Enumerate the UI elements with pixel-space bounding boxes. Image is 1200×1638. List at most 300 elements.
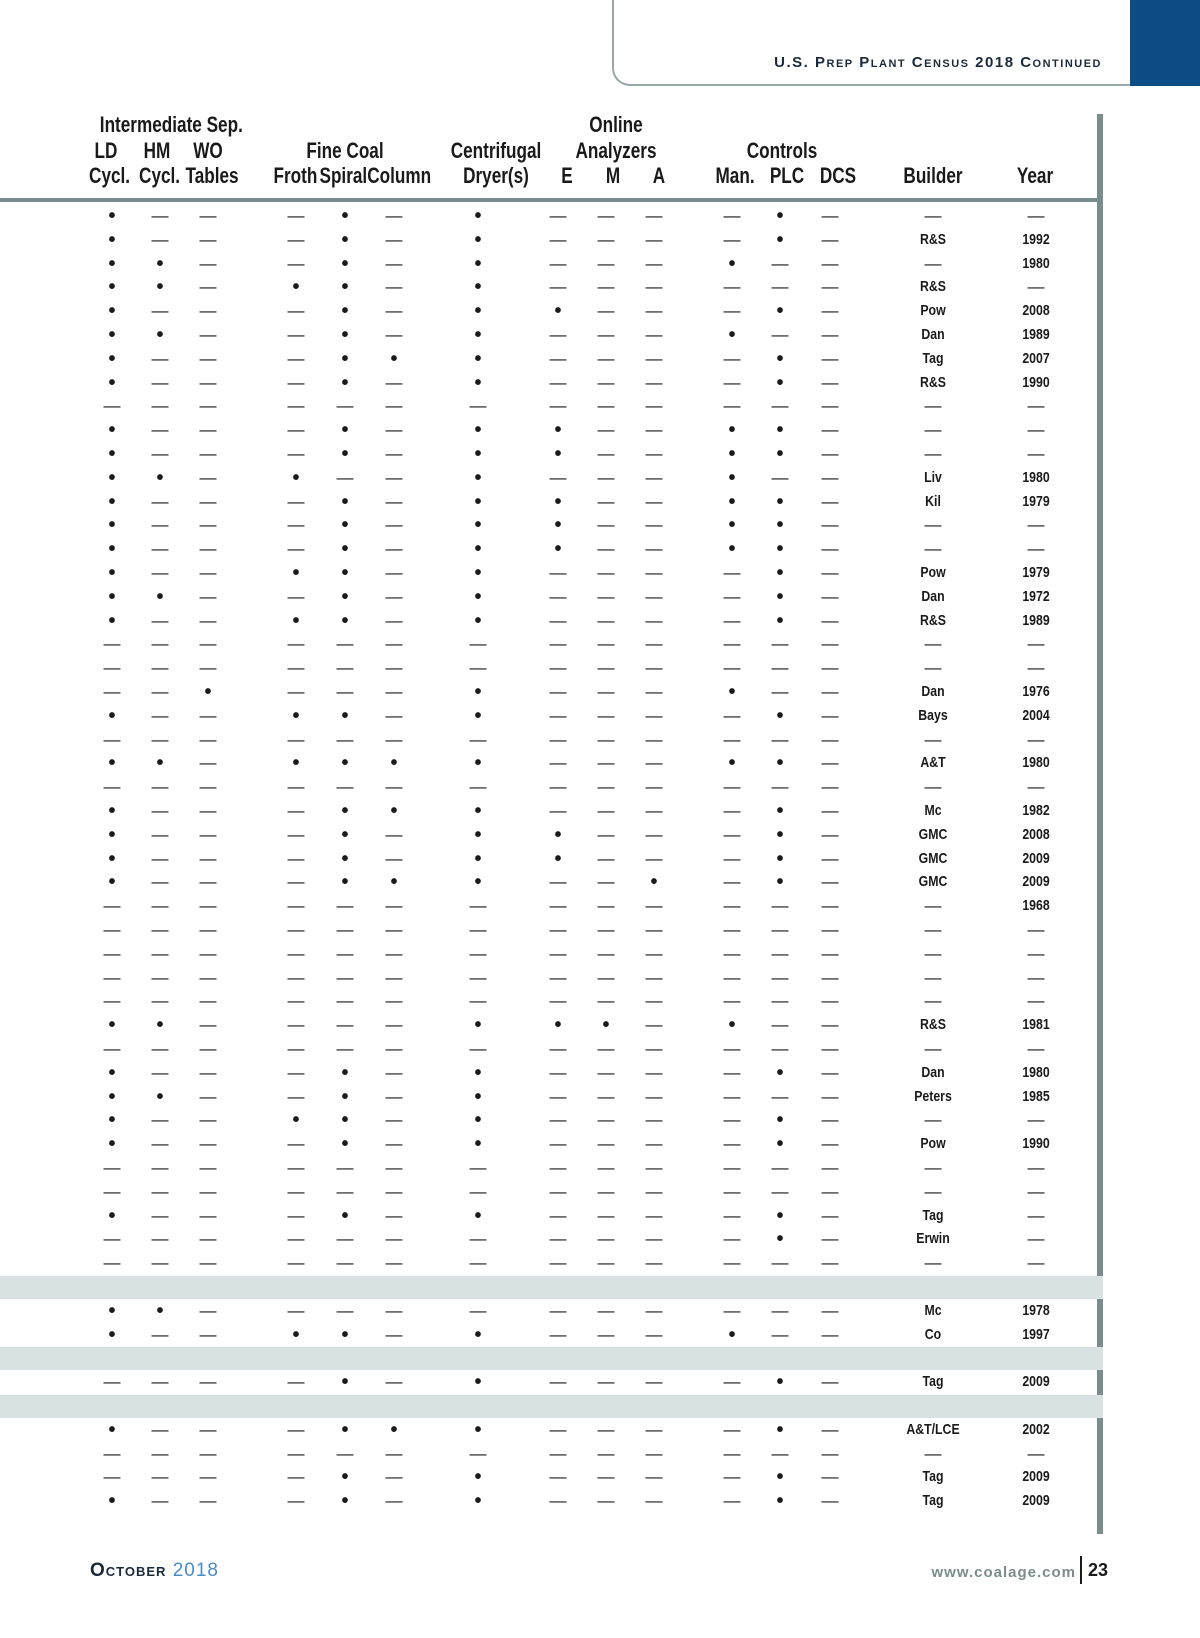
cell-control-man: — xyxy=(723,1491,741,1510)
cell-control-dcs: — xyxy=(821,1325,839,1344)
cell-control-dcs: — xyxy=(821,468,839,487)
cell-wo-tables: — xyxy=(199,349,217,368)
cell-dryers: — xyxy=(469,1301,487,1320)
cell-hm-cycl: — xyxy=(151,1253,169,1272)
cell-control-plc: • xyxy=(776,610,784,632)
cell-column: — xyxy=(385,587,403,606)
table-row xyxy=(0,1370,1100,1394)
cell-control-man: — xyxy=(723,563,741,582)
cell-analyzer-a: — xyxy=(645,301,663,320)
cell-builder: Erwin xyxy=(916,1230,950,1247)
cell-control-plc: — xyxy=(771,944,789,963)
table-row xyxy=(0,799,1100,823)
cell-froth: — xyxy=(287,1134,305,1153)
cell-ld-cycl: • xyxy=(108,1133,116,1155)
cell-analyzer-e: — xyxy=(549,1110,567,1129)
cell-builder: — xyxy=(924,991,942,1010)
cell-spiral: — xyxy=(336,1229,354,1248)
cell-analyzer-e: — xyxy=(549,1158,567,1177)
cell-ld-cycl: • xyxy=(108,419,116,441)
cell-control-plc: • xyxy=(776,1062,784,1084)
cell-spiral: • xyxy=(341,586,349,608)
cell-control-plc: • xyxy=(776,419,784,441)
cell-control-plc: • xyxy=(776,1466,784,1488)
cell-dryers: • xyxy=(474,443,482,465)
cell-analyzer-a: — xyxy=(645,991,663,1010)
cell-hm-cycl: — xyxy=(151,301,169,320)
cell-control-man: — xyxy=(723,1420,741,1439)
table-row xyxy=(0,490,1100,514)
cell-analyzer-e: — xyxy=(549,1206,567,1225)
header-centrifugal: Centrifugal xyxy=(450,138,542,163)
cell-froth: — xyxy=(287,420,305,439)
cell-froth: — xyxy=(287,1015,305,1034)
table-row xyxy=(0,1299,1100,1323)
cell-spiral: • xyxy=(341,443,349,465)
cell-analyzer-a: — xyxy=(645,634,663,653)
cell-dryers: • xyxy=(474,752,482,774)
cell-analyzer-a: — xyxy=(645,849,663,868)
cell-column: — xyxy=(385,444,403,463)
cell-froth: • xyxy=(292,276,300,298)
cell-builder: A&T xyxy=(920,754,946,771)
cell-dryers: • xyxy=(474,1371,482,1393)
cell-control-man: • xyxy=(728,1014,736,1036)
cell-year: 1979 xyxy=(1022,493,1050,510)
cell-year: 2008 xyxy=(1022,826,1050,843)
cell-dryers: • xyxy=(474,610,482,632)
cell-builder: Co xyxy=(924,1326,942,1343)
cell-analyzer-e: — xyxy=(549,896,567,915)
cell-control-dcs: — xyxy=(821,301,839,320)
cell-year: — xyxy=(1027,1110,1045,1129)
table-row xyxy=(0,632,1100,656)
table-row xyxy=(0,728,1100,752)
table-row xyxy=(0,989,1100,1013)
cell-froth: — xyxy=(287,492,305,511)
header-column: Column xyxy=(367,163,432,188)
table-row xyxy=(0,823,1100,847)
cell-spiral: — xyxy=(336,1301,354,1320)
cell-wo-tables: — xyxy=(199,1372,217,1391)
cell-control-plc: — xyxy=(771,1039,789,1058)
cell-wo-tables: — xyxy=(199,301,217,320)
cell-year: 1981 xyxy=(1022,1016,1050,1033)
cell-hm-cycl: — xyxy=(151,1158,169,1177)
cell-dryers: — xyxy=(469,396,487,415)
table-row xyxy=(0,1418,1100,1442)
cell-analyzer-m: — xyxy=(597,1087,615,1106)
cell-year: — xyxy=(1027,730,1045,749)
cell-analyzer-a: — xyxy=(645,896,663,915)
cell-froth: — xyxy=(287,254,305,273)
cell-builder: Kil xyxy=(925,493,941,510)
table-row xyxy=(0,704,1100,728)
cell-column: • xyxy=(390,1419,398,1441)
section-band xyxy=(0,1395,1103,1418)
cell-analyzer-e: — xyxy=(549,1301,567,1320)
cell-spiral: • xyxy=(341,253,349,275)
cell-analyzer-m: — xyxy=(597,587,615,606)
cell-dryers: • xyxy=(474,705,482,727)
header-man: Man. xyxy=(715,163,755,188)
cell-dryers: • xyxy=(474,514,482,536)
cell-column: — xyxy=(385,1301,403,1320)
cell-analyzer-a: — xyxy=(645,1134,663,1153)
cell-control-man: • xyxy=(728,324,736,346)
cell-year: 1990 xyxy=(1022,374,1050,391)
cell-froth: — xyxy=(287,1206,305,1225)
cell-spiral: — xyxy=(336,1039,354,1058)
cell-builder: Dan xyxy=(921,1064,945,1081)
cell-analyzer-a: — xyxy=(645,492,663,511)
cell-control-dcs: — xyxy=(821,801,839,820)
cell-analyzer-e: — xyxy=(549,1325,567,1344)
cell-analyzer-a: — xyxy=(645,1206,663,1225)
cell-spiral: • xyxy=(341,276,349,298)
header-tables: Tables xyxy=(185,163,239,188)
cell-analyzer-a: — xyxy=(645,706,663,725)
header-m: M xyxy=(605,163,621,188)
cell-spiral: • xyxy=(341,824,349,846)
cell-analyzer-e: — xyxy=(549,1444,567,1463)
cell-control-man: — xyxy=(723,706,741,725)
cell-builder: Dan xyxy=(921,326,945,343)
cell-control-dcs: — xyxy=(821,420,839,439)
cell-froth: — xyxy=(287,1420,305,1439)
cell-froth: — xyxy=(287,1063,305,1082)
cell-builder: Tag xyxy=(922,350,944,367)
cell-year: — xyxy=(1027,539,1045,558)
cell-control-dcs: — xyxy=(821,730,839,749)
cell-builder: — xyxy=(924,1182,942,1201)
cell-hm-cycl: • xyxy=(156,253,164,275)
cell-control-plc: • xyxy=(776,848,784,870)
cell-year: 1968 xyxy=(1022,897,1050,914)
cell-spiral: • xyxy=(341,1490,349,1512)
cell-dryers: • xyxy=(474,681,482,703)
cell-control-man: — xyxy=(723,1182,741,1201)
cell-analyzer-e: — xyxy=(549,1372,567,1391)
cell-analyzer-m: — xyxy=(597,468,615,487)
cell-builder: — xyxy=(924,658,942,677)
table-row xyxy=(0,870,1100,894)
cell-analyzer-e: • xyxy=(554,443,562,465)
cell-control-man: • xyxy=(728,491,736,513)
cell-analyzer-e: — xyxy=(549,468,567,487)
cell-builder: Bays xyxy=(918,707,948,724)
cell-ld-cycl: • xyxy=(108,276,116,298)
cell-ld-cycl: • xyxy=(108,443,116,465)
cell-hm-cycl: — xyxy=(151,801,169,820)
table-row xyxy=(0,1323,1100,1347)
cell-analyzer-a: — xyxy=(645,1372,663,1391)
cell-dryers: • xyxy=(474,538,482,560)
cell-column: — xyxy=(385,1467,403,1486)
cell-control-plc: — xyxy=(771,730,789,749)
cell-year: 1980 xyxy=(1022,255,1050,272)
cell-spiral: — xyxy=(336,944,354,963)
cell-ld-cycl: • xyxy=(108,871,116,893)
cell-control-plc: • xyxy=(776,705,784,727)
cell-wo-tables: — xyxy=(199,706,217,725)
header-ld: LD xyxy=(94,138,118,163)
cell-ld-cycl: — xyxy=(103,634,121,653)
cell-builder: Tag xyxy=(922,1207,944,1224)
cell-builder: GMC xyxy=(918,873,948,890)
cell-control-dcs: — xyxy=(821,539,839,558)
cell-year: 2008 xyxy=(1022,302,1050,319)
cell-control-man: — xyxy=(723,730,741,749)
cell-column: — xyxy=(385,254,403,273)
table-row xyxy=(0,1227,1100,1251)
cell-column: — xyxy=(385,468,403,487)
cell-dryers: • xyxy=(474,300,482,322)
cell-wo-tables: — xyxy=(199,991,217,1010)
cell-dryers: • xyxy=(474,800,482,822)
cell-control-dcs: — xyxy=(821,587,839,606)
cell-wo-tables: — xyxy=(199,468,217,487)
cell-column: — xyxy=(385,777,403,796)
cell-ld-cycl: — xyxy=(103,1158,121,1177)
cell-year: — xyxy=(1027,991,1045,1010)
cell-froth: — xyxy=(287,730,305,749)
table-row xyxy=(0,394,1100,418)
cell-analyzer-a: — xyxy=(645,206,663,225)
cell-control-man: — xyxy=(723,872,741,891)
cell-spiral: • xyxy=(341,1371,349,1393)
header-controls: Controls xyxy=(746,138,818,163)
cell-year: — xyxy=(1027,396,1045,415)
cell-dryers: — xyxy=(469,896,487,915)
cell-analyzer-m: — xyxy=(597,277,615,296)
cell-ld-cycl: — xyxy=(103,1253,121,1272)
cell-analyzer-e: • xyxy=(554,300,562,322)
cell-analyzer-m: — xyxy=(597,1039,615,1058)
cell-analyzer-a: — xyxy=(645,682,663,701)
cell-analyzer-e: • xyxy=(554,491,562,513)
table-row xyxy=(0,1085,1100,1109)
table-row xyxy=(0,1108,1100,1132)
cell-analyzer-e: — xyxy=(549,658,567,677)
cell-hm-cycl: — xyxy=(151,539,169,558)
cell-analyzer-m: — xyxy=(597,1063,615,1082)
cell-analyzer-e: — xyxy=(549,777,567,796)
cell-froth: — xyxy=(287,872,305,891)
table-row xyxy=(0,918,1100,942)
cell-column: — xyxy=(385,1325,403,1344)
cell-control-man: • xyxy=(728,443,736,465)
cell-builder: Pow xyxy=(920,302,946,319)
cell-control-dcs: — xyxy=(821,825,839,844)
cell-control-dcs: — xyxy=(821,944,839,963)
cell-control-plc: • xyxy=(776,752,784,774)
cell-froth: — xyxy=(287,1253,305,1272)
cell-control-plc: • xyxy=(776,1490,784,1512)
cell-analyzer-a: — xyxy=(645,349,663,368)
cell-ld-cycl: • xyxy=(108,229,116,251)
cell-ld-cycl: — xyxy=(103,991,121,1010)
footer-url[interactable]: www.coalage.com xyxy=(931,1564,1076,1581)
cell-control-plc: — xyxy=(771,896,789,915)
cell-ld-cycl: • xyxy=(108,1205,116,1227)
cell-column: — xyxy=(385,991,403,1010)
cell-hm-cycl: — xyxy=(151,920,169,939)
cell-analyzer-m: — xyxy=(597,706,615,725)
header-hm: HM xyxy=(143,138,171,163)
cell-froth: — xyxy=(287,944,305,963)
cell-control-dcs: — xyxy=(821,325,839,344)
cell-froth: — xyxy=(287,849,305,868)
cell-control-dcs: — xyxy=(821,563,839,582)
cell-hm-cycl: — xyxy=(151,444,169,463)
cell-column: — xyxy=(385,1253,403,1272)
cell-wo-tables: — xyxy=(199,777,217,796)
cell-builder: — xyxy=(924,1158,942,1177)
table-row xyxy=(0,1061,1100,1085)
cell-froth: — xyxy=(287,349,305,368)
header-a: A xyxy=(652,163,666,188)
cell-control-man: — xyxy=(723,206,741,225)
cell-froth: — xyxy=(287,991,305,1010)
cell-control-dcs: — xyxy=(821,1206,839,1225)
cell-dryers: • xyxy=(474,419,482,441)
cell-wo-tables: — xyxy=(199,254,217,273)
cell-analyzer-m: — xyxy=(597,872,615,891)
cell-control-plc: — xyxy=(771,682,789,701)
cell-control-dcs: — xyxy=(821,349,839,368)
cell-froth: — xyxy=(287,539,305,558)
cell-analyzer-m: — xyxy=(597,968,615,987)
cell-control-dcs: — xyxy=(821,1063,839,1082)
cell-analyzer-m: — xyxy=(597,254,615,273)
cell-control-dcs: — xyxy=(821,1420,839,1439)
cell-control-man: — xyxy=(723,1158,741,1177)
cell-control-plc: • xyxy=(776,800,784,822)
cell-froth: • xyxy=(292,705,300,727)
cell-wo-tables: — xyxy=(199,492,217,511)
cell-spiral: — xyxy=(336,396,354,415)
cell-wo-tables: — xyxy=(199,277,217,296)
cell-control-man: — xyxy=(723,1087,741,1106)
header-wo: WO xyxy=(193,138,223,163)
cell-control-plc: — xyxy=(771,1325,789,1344)
cell-analyzer-a: — xyxy=(645,1420,663,1439)
cell-builder: Mc xyxy=(924,1302,942,1319)
table-row xyxy=(0,442,1100,466)
cell-wo-tables: — xyxy=(199,825,217,844)
cell-spiral: — xyxy=(336,468,354,487)
cell-builder: — xyxy=(924,944,942,963)
cell-froth: — xyxy=(287,825,305,844)
header-year: Year xyxy=(1016,163,1054,188)
cell-column: — xyxy=(385,896,403,915)
cell-analyzer-e: — xyxy=(549,991,567,1010)
cell-ld-cycl: • xyxy=(108,1324,116,1346)
table-row xyxy=(0,513,1100,537)
cell-ld-cycl: — xyxy=(103,1039,121,1058)
cell-ld-cycl: • xyxy=(108,348,116,370)
cell-hm-cycl: — xyxy=(151,658,169,677)
cell-control-dcs: — xyxy=(821,968,839,987)
table-row xyxy=(0,1489,1100,1513)
cell-ld-cycl: • xyxy=(108,1014,116,1036)
cell-froth: — xyxy=(287,1229,305,1248)
header-online: Online xyxy=(589,112,643,137)
cell-analyzer-a: — xyxy=(645,396,663,415)
cell-analyzer-a: — xyxy=(645,825,663,844)
cell-hm-cycl: — xyxy=(151,349,169,368)
cell-analyzer-e: — xyxy=(549,325,567,344)
cell-control-man: — xyxy=(723,587,741,606)
cell-control-dcs: — xyxy=(821,1158,839,1177)
cell-analyzer-m: — xyxy=(597,1372,615,1391)
cell-builder: — xyxy=(924,1110,942,1129)
cell-spiral: • xyxy=(341,1086,349,1108)
cell-column: — xyxy=(385,634,403,653)
header-cycl-hm: Cycl. xyxy=(139,163,181,188)
cell-froth: — xyxy=(287,373,305,392)
cell-dryers: — xyxy=(469,634,487,653)
cell-column: — xyxy=(385,1087,403,1106)
cell-builder: R&S xyxy=(920,1016,946,1033)
cell-year: 2004 xyxy=(1022,707,1050,724)
cell-control-dcs: — xyxy=(821,849,839,868)
cell-control-plc: — xyxy=(771,254,789,273)
cell-wo-tables: — xyxy=(199,1063,217,1082)
cell-analyzer-m: — xyxy=(597,349,615,368)
cell-control-plc: — xyxy=(771,991,789,1010)
cell-analyzer-m: — xyxy=(597,944,615,963)
cell-year: 1992 xyxy=(1022,231,1050,248)
cell-builder: — xyxy=(924,634,942,653)
cell-spiral: • xyxy=(341,1109,349,1131)
header-spiral: Spiral xyxy=(319,163,368,188)
cell-control-plc: — xyxy=(771,968,789,987)
cell-froth: — xyxy=(287,230,305,249)
cell-analyzer-m: — xyxy=(597,1301,615,1320)
cell-control-plc: • xyxy=(776,871,784,893)
cell-wo-tables: — xyxy=(199,539,217,558)
cell-control-man: — xyxy=(723,777,741,796)
cell-builder: — xyxy=(924,896,942,915)
cell-analyzer-e: — xyxy=(549,944,567,963)
cell-year: — xyxy=(1027,277,1045,296)
cell-dryers: • xyxy=(474,1490,482,1512)
cell-column: — xyxy=(385,1206,403,1225)
cell-analyzer-m: — xyxy=(597,730,615,749)
table-row xyxy=(0,942,1100,966)
cell-control-man: — xyxy=(723,920,741,939)
cell-ld-cycl: • xyxy=(108,1300,116,1322)
cell-wo-tables: — xyxy=(199,1301,217,1320)
cell-wo-tables: — xyxy=(199,1491,217,1510)
cell-dryers: • xyxy=(474,205,482,227)
cell-analyzer-e: — xyxy=(549,206,567,225)
cell-froth: — xyxy=(287,1158,305,1177)
cell-hm-cycl: — xyxy=(151,1110,169,1129)
cell-analyzer-a: — xyxy=(645,254,663,273)
cell-spiral: • xyxy=(341,1133,349,1155)
cell-year: 1978 xyxy=(1022,1302,1050,1319)
cell-spiral: — xyxy=(336,730,354,749)
cell-control-dcs: — xyxy=(821,706,839,725)
cell-analyzer-a: — xyxy=(645,753,663,772)
cell-builder: Pow xyxy=(920,564,946,581)
cell-ld-cycl: • xyxy=(108,824,116,846)
cell-analyzer-a: — xyxy=(645,1182,663,1201)
cell-hm-cycl: — xyxy=(151,1039,169,1058)
